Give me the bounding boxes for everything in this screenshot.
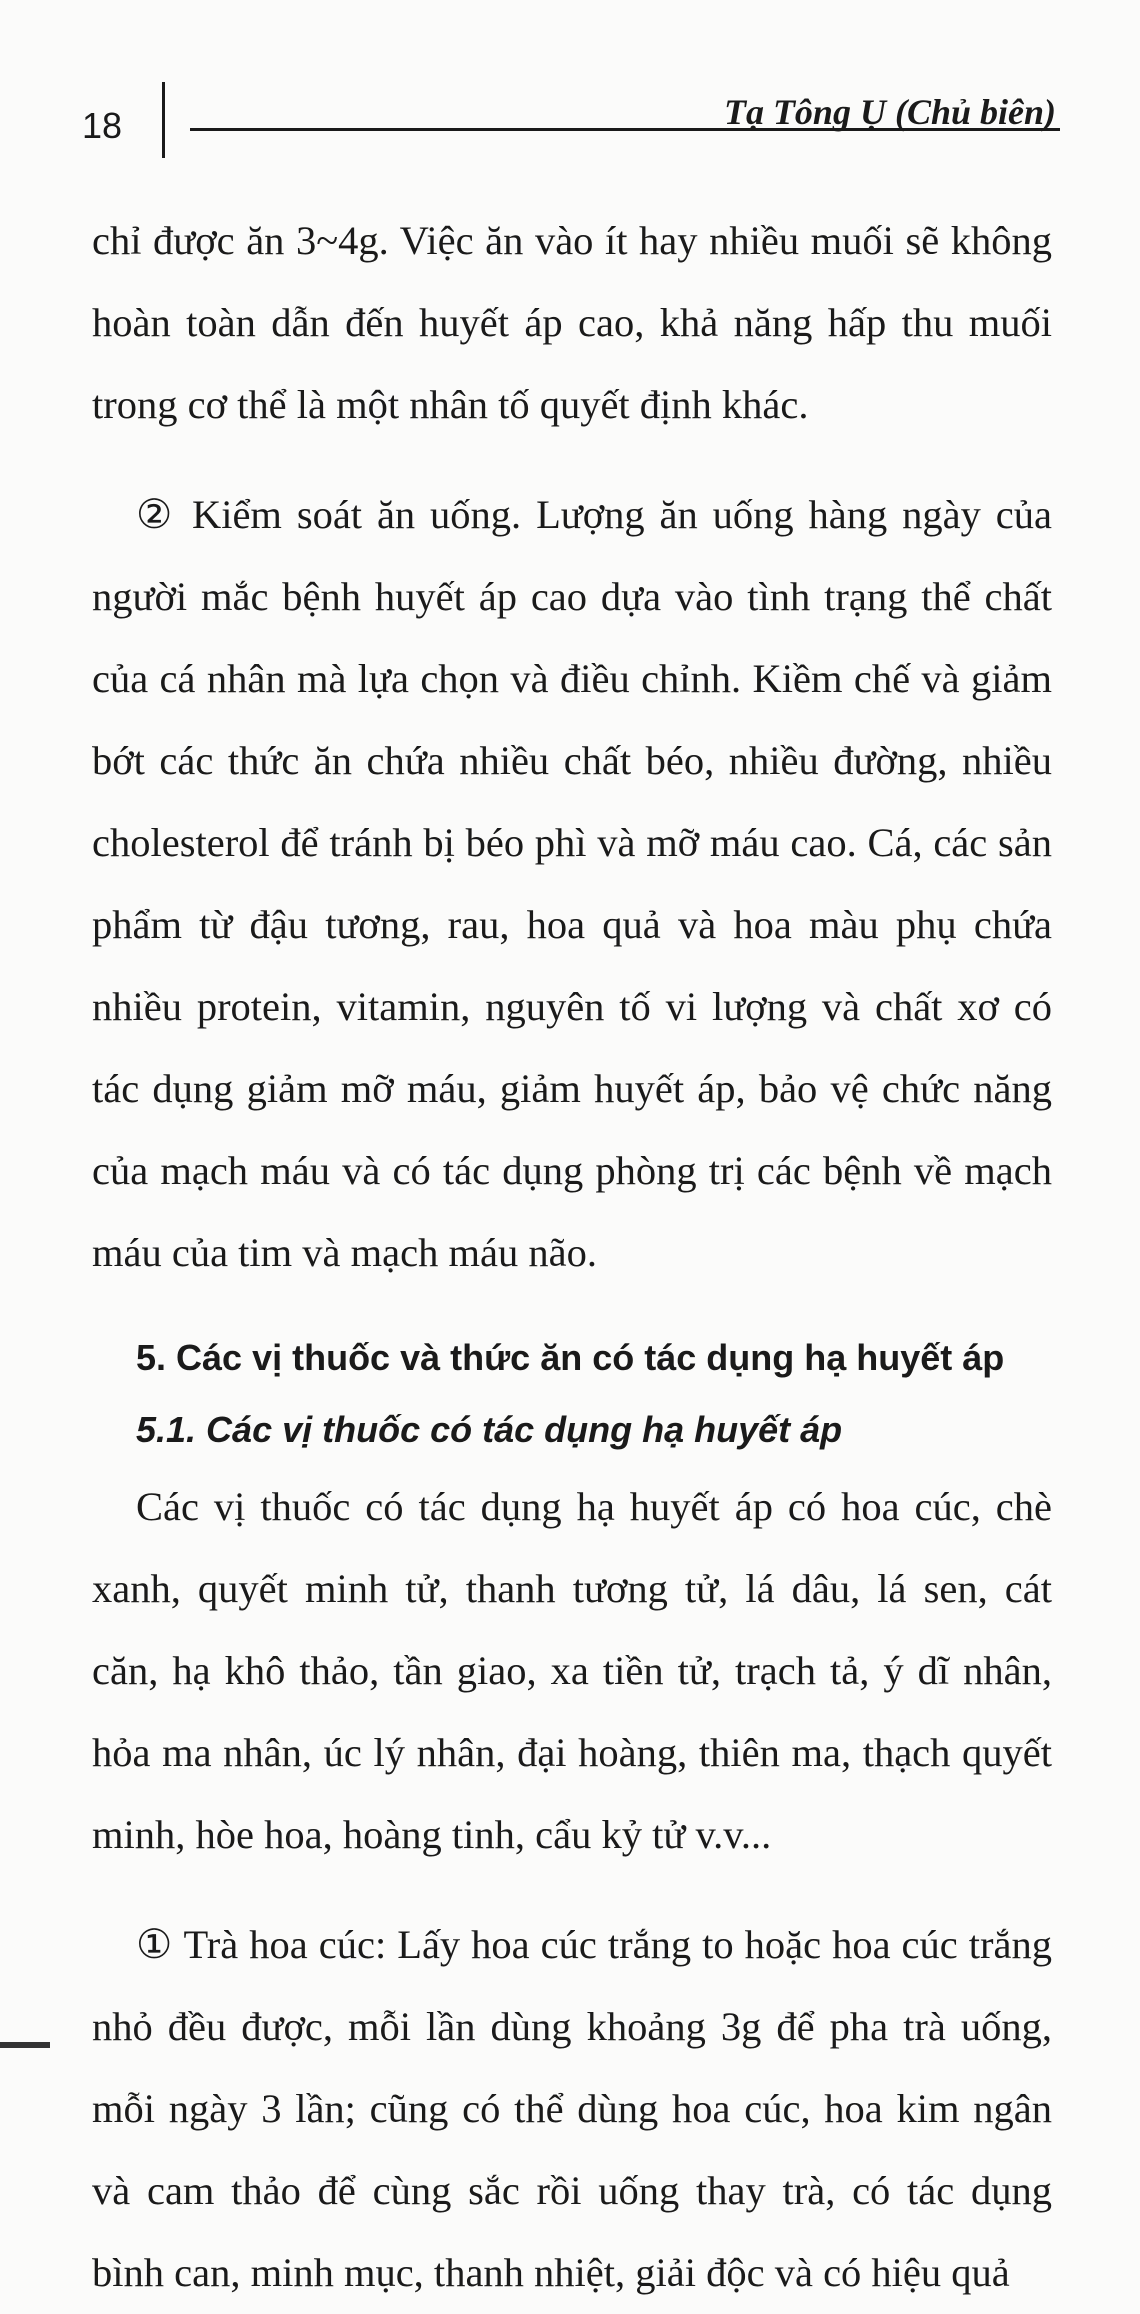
page-body xyxy=(92,200,1052,2314)
page-edge-shadow xyxy=(0,2042,50,2048)
paragraph-diet-control: ② Kiểm soát ăn uống. Lượng ăn uống hàng ngày của người mắc bệnh huyết áp cao dựa vào tình trạng thể chất của cá nhân mà lựa chọn và điều chỉnh. Kiềm chế và giảm bớt các thức ăn chứa nhiều chất béo, nhiều đường, nhiều cholesterol để tránh bị béo phì và mỡ máu cao. Cá, các sản phẩm từ đậu tương, rau, hoa quả và hoa màu phụ chứa nhiều protein, vitamin, nguyên tố vi lượng và chất xơ có tác dụng giảm mỡ máu, giảm huyết áp, bảo vệ chức năng của mạch máu và có tác dụng phòng trị các bệnh về mạch máu của tim và mạch máu não. xyxy=(92,492,1052,1275)
page-number: 18 xyxy=(82,105,123,146)
page-header xyxy=(0,0,1140,170)
paragraph-herb-list: Các vị thuốc có tác dụng hạ huyết áp có hoa cúc, chè xanh, quyết minh tử, thanh tương tử, lá dâu, lá sen, cát căn, hạ khô thảo, tần giao, xa tiền tử, trạch tả, ý dĩ nhân, hỏa ma nhân, úc lý nhân, đại hoàng, thiên ma, thạch quyết minh, hòe hoa, hoàng tinh, cẩu kỷ tử v.v... xyxy=(92,1484,1052,1857)
running-head: Tạ Tông Ụ (Chủ biên) xyxy=(723,92,1056,132)
section-heading: 5. Các vị thuốc và thức ăn có tác dụng hạ huyết áp xyxy=(136,1337,1005,1378)
paragraph-continuation: chỉ được ăn 3~4g. Việc ăn vào ít hay nhiều muối sẽ không hoàn toàn dẫn đến huyết áp cao, khả năng hấp thu muối trong cơ thể là một nhân tố quyết định khác. xyxy=(92,218,1052,427)
paragraph-chrysanthemum-tea: ① Trà hoa cúc: Lấy hoa cúc trắng to hoặc hoa cúc trắng nhỏ đều được, mỗi lần dùng khoảng 3g để pha trà uống, mỗi ngày 3 lần; cũng có thể dùng hoa cúc, hoa kim ngân và cam thảo để cùng sắc rồi uống thay trà, có tác dụng bình can, minh mục, thanh nhiệt, giải độc và có hiệu quả xyxy=(92,1922,1052,2295)
header-vertical-rule xyxy=(162,82,165,158)
subsection-heading: 5.1. Các vị thuốc có tác dụng hạ huyết áp xyxy=(136,1409,843,1450)
